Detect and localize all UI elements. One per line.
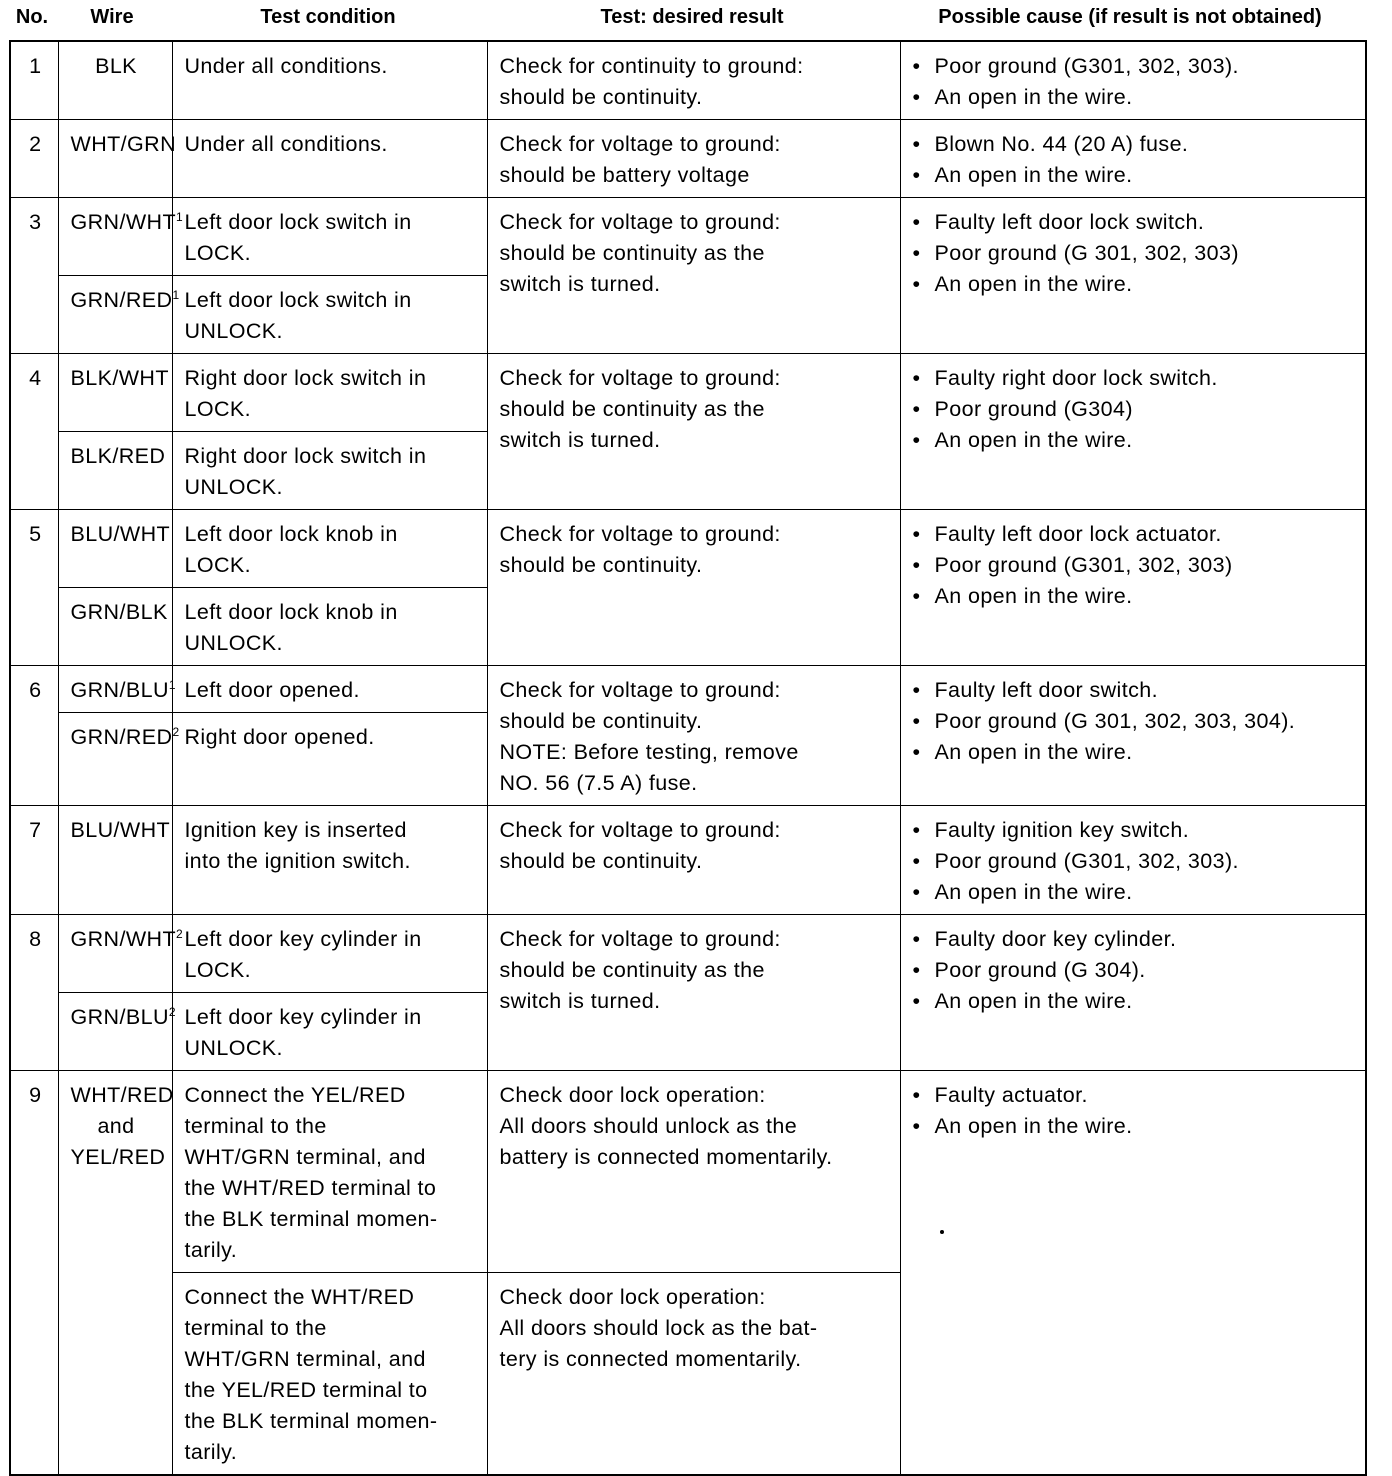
text-line: the YEL/RED terminal to — [184, 1378, 428, 1402]
text-line: Check for voltage to ground: — [499, 678, 781, 702]
cause-item — [913, 1080, 1356, 1111]
text-line: All doors should unlock as the — [499, 1114, 798, 1138]
cause-item — [913, 815, 1356, 846]
text-line: Check for voltage to ground: — [499, 818, 781, 842]
wire-label: BLK/WHT — [70, 366, 169, 390]
bullet-icon: • — [912, 428, 921, 452]
wire-footnote: 1 — [168, 678, 176, 692]
text-line: Check door lock operation: — [499, 1285, 766, 1309]
text-line: Check for voltage to ground: — [499, 522, 781, 546]
test-condition — [172, 1071, 487, 1273]
text-line: WHT/GRN terminal, and — [184, 1145, 426, 1169]
text-line: the WHT/RED terminal to — [184, 1176, 437, 1200]
cause-text: Faulty left door lock actuator. — [934, 522, 1222, 546]
header-possible-cause: Possible cause (if result is not obtained) — [938, 6, 1322, 28]
bullet-icon: • — [912, 85, 921, 109]
text-line: Ignition key is inserted — [184, 818, 407, 842]
cause-text: Faulty actuator. — [934, 1083, 1088, 1107]
wire-label: BLU/WHT — [70, 818, 171, 842]
cause-text: Poor ground (G 304). — [934, 958, 1146, 982]
desired-result — [487, 915, 900, 1071]
text-line: UNLOCK. — [184, 319, 283, 343]
bullet-icon: • — [912, 1114, 921, 1138]
text-line: the BLK terminal momen- — [184, 1207, 438, 1231]
test-condition — [172, 713, 487, 806]
text-line: Check for voltage to ground: — [499, 366, 781, 390]
text-line: UNLOCK. — [184, 1036, 283, 1060]
bullet-icon: • — [912, 1083, 921, 1107]
test-condition — [172, 915, 487, 993]
row-number: 9 — [10, 1071, 58, 1476]
wire-footnote: 1 — [176, 210, 184, 224]
text-line: battery is connected momentarily. — [499, 1145, 833, 1169]
text-line: tarily. — [184, 1238, 238, 1262]
bullet-icon: • — [912, 709, 921, 733]
text-line: Left door opened. — [184, 678, 360, 702]
cause-item — [913, 394, 1356, 425]
bullet-icon: • — [912, 849, 921, 873]
cause-text: Faulty right door lock switch. — [934, 366, 1218, 390]
cause-text: Blown No. 44 (20 A) fuse. — [934, 132, 1189, 156]
cause-item — [913, 238, 1356, 269]
row-number: 4 — [10, 354, 58, 510]
text-line: the BLK terminal momen- — [184, 1409, 438, 1433]
text-line: should be continuity. — [499, 85, 703, 109]
cause-text: An open in the wire. — [934, 428, 1133, 452]
cause-item — [913, 51, 1356, 82]
cause-item — [913, 519, 1356, 550]
desired-result — [487, 41, 900, 120]
cause-item — [913, 207, 1356, 238]
text-line: switch is turned. — [499, 989, 661, 1013]
desired-result — [487, 1273, 900, 1476]
wire-color — [58, 41, 172, 120]
wire-label: BLU/WHT — [70, 522, 171, 546]
bullet-icon: • — [912, 54, 921, 78]
text-line: Check door lock operation: — [499, 1083, 766, 1107]
test-condition — [172, 1273, 487, 1476]
wire-footnote: 2 — [172, 725, 180, 740]
wire-color — [58, 666, 176, 713]
cause-item — [913, 581, 1356, 612]
text-line: tery is connected momentarily. — [499, 1347, 802, 1371]
text-line: WHT/GRN terminal, and — [184, 1347, 426, 1371]
text-line: Right door lock switch in — [184, 366, 427, 390]
text-line: UNLOCK. — [184, 475, 283, 499]
cause-text: An open in the wire. — [934, 989, 1133, 1013]
bullet-icon: • — [912, 740, 921, 764]
wire-color — [58, 1071, 172, 1476]
wire-color — [58, 198, 184, 276]
cause-text: An open in the wire. — [934, 584, 1133, 608]
table-row — [10, 198, 1366, 276]
text-line: and — [97, 1114, 135, 1138]
row-number: 5 — [10, 510, 58, 666]
wire-color — [58, 588, 172, 666]
table-row — [10, 354, 1366, 432]
text-line: Check for voltage to ground: — [499, 927, 781, 951]
text-line: tarily. — [184, 1440, 238, 1464]
table-row — [10, 41, 1366, 120]
table-row — [10, 1071, 1366, 1273]
cause-item — [913, 550, 1356, 581]
wire-color — [58, 915, 184, 993]
text-line: Left door lock knob in — [184, 600, 398, 624]
table-row — [10, 915, 1366, 993]
bullet-icon: • — [912, 366, 921, 390]
desired-result — [487, 198, 900, 354]
row-number: 6 — [10, 666, 58, 806]
desired-result — [487, 1071, 900, 1273]
wire-footnote: 1 — [172, 288, 180, 302]
test-condition — [172, 588, 487, 666]
bullet-icon: • — [912, 241, 921, 265]
bullet-icon: • — [912, 584, 921, 608]
header-wire: Wire — [90, 6, 134, 28]
bullet-icon: • — [912, 958, 921, 982]
wire-color — [58, 432, 172, 510]
cause-item — [913, 877, 1356, 908]
text-line: Left door key cylinder in — [184, 1005, 422, 1029]
wire-label: BLK/RED — [70, 444, 166, 468]
wire-footnote: 2 — [176, 927, 184, 941]
possible-cause — [900, 198, 1366, 354]
test-condition — [172, 806, 487, 915]
table-row — [10, 806, 1366, 915]
wire-label: GRN/RED — [70, 288, 173, 312]
wire-color — [58, 276, 180, 354]
cause-text: Poor ground (G301, 302, 303). — [934, 849, 1239, 873]
desired-result — [487, 666, 900, 806]
cause-text: Faulty door key cylinder. — [934, 927, 1177, 951]
test-condition — [172, 510, 487, 588]
cause-item — [913, 269, 1356, 300]
table-row — [10, 666, 1366, 713]
bullet-icon: • — [912, 818, 921, 842]
cause-text: An open in the wire. — [934, 1114, 1133, 1138]
wire-color — [58, 993, 176, 1071]
wire-color — [58, 806, 172, 915]
text-line: Left door lock knob in — [184, 522, 398, 546]
text-line: Connect the YEL/RED — [184, 1083, 406, 1107]
row-number: 1 — [10, 41, 58, 120]
wire-color — [58, 713, 180, 806]
text-line: Under all conditions. — [184, 132, 388, 156]
cause-text: Poor ground (G 301, 302, 303) — [934, 241, 1239, 265]
wire-color — [58, 120, 177, 198]
test-condition — [172, 198, 487, 276]
text-line: should be continuity. — [499, 849, 703, 873]
test-condition — [172, 41, 487, 120]
bullet-icon: • — [912, 880, 921, 904]
header-desired-result: Test: desired result — [600, 6, 784, 28]
possible-cause — [900, 510, 1366, 666]
wire-label: GRN/BLK — [70, 600, 168, 624]
text-line: Under all conditions. — [184, 54, 388, 78]
cause-text: Poor ground (G301, 302, 303) — [934, 553, 1233, 577]
text-line: Left door lock switch in — [184, 288, 412, 312]
row-number: 3 — [10, 198, 58, 354]
cause-text: An open in the wire. — [934, 163, 1133, 187]
text-line: Connect the WHT/RED — [184, 1285, 415, 1309]
wire-label: GRN/BLU — [70, 678, 169, 702]
cause-text: An open in the wire. — [934, 85, 1133, 109]
desired-result — [487, 120, 900, 198]
test-condition — [172, 993, 487, 1071]
cause-text: Faulty left door switch. — [934, 678, 1158, 702]
text-line: UNLOCK. — [184, 631, 283, 655]
cause-text: An open in the wire. — [934, 272, 1133, 296]
cause-item — [913, 706, 1356, 737]
text-line: LOCK. — [184, 958, 252, 982]
header-no: No. — [15, 6, 49, 28]
cause-item — [913, 425, 1356, 456]
test-condition — [172, 432, 487, 510]
text-line: NO. 56 (7.5 A) fuse. — [499, 771, 698, 795]
test-condition — [172, 120, 487, 198]
cause-item — [913, 955, 1356, 986]
text-line: Check for continuity to ground: — [499, 54, 804, 78]
wire-label: GRN/BLU — [70, 1005, 169, 1029]
text-line: should be continuity. — [499, 709, 703, 733]
possible-cause — [900, 806, 1366, 915]
wire-label: BLK — [95, 54, 137, 78]
text-line: WHT/RED — [70, 1083, 174, 1107]
possible-cause — [900, 915, 1366, 1071]
text-line: LOCK. — [184, 241, 252, 265]
wire-color — [58, 510, 172, 588]
desired-result — [487, 354, 900, 510]
wire-label: GRN/WHT — [70, 210, 177, 234]
cause-text: An open in the wire. — [934, 880, 1133, 904]
text-line: YEL/RED — [70, 1145, 166, 1169]
cause-item — [913, 1111, 1356, 1142]
cause-text: Faulty left door lock switch. — [934, 210, 1205, 234]
wire-color — [58, 354, 172, 432]
possible-cause — [900, 1071, 1366, 1476]
text-line: terminal to the — [184, 1316, 327, 1340]
text-line: All doors should lock as the bat- — [499, 1316, 818, 1340]
possible-cause — [900, 41, 1366, 120]
cause-text: Poor ground (G 301, 302, 303, 304). — [934, 709, 1296, 733]
text-line: terminal to the — [184, 1114, 327, 1138]
bullet-icon: • — [912, 522, 921, 546]
table-row — [10, 510, 1366, 588]
text-line: switch is turned. — [499, 272, 661, 296]
wire-label: GRN/WHT — [70, 927, 177, 951]
row-number: 7 — [10, 806, 58, 915]
text-line: LOCK. — [184, 397, 252, 421]
cause-text: An open in the wire. — [934, 740, 1133, 764]
desired-result — [487, 806, 900, 915]
wire-label: GRN/RED — [70, 725, 173, 750]
text-line: Check for voltage to ground: — [499, 210, 781, 234]
bullet-icon: • — [912, 553, 921, 577]
wire-label: WHT/GRN — [70, 132, 177, 156]
header-test-condition: Test condition — [260, 6, 396, 28]
bullet-icon: • — [912, 989, 921, 1013]
text-line: Left door key cylinder in — [184, 927, 422, 951]
text-line: should be continuity as the — [499, 958, 765, 982]
wire-test-table — [9, 40, 1367, 1476]
bullet-icon: • — [912, 210, 921, 234]
stray-mark — [940, 1230, 944, 1234]
desired-result — [487, 510, 900, 666]
test-condition — [172, 354, 487, 432]
bullet-icon: • — [912, 132, 921, 156]
bullet-icon: • — [912, 163, 921, 187]
bullet-icon: • — [912, 397, 921, 421]
cause-item — [913, 924, 1356, 955]
text-line: should be continuity as the — [499, 397, 765, 421]
cause-item — [913, 846, 1356, 877]
possible-cause — [900, 666, 1366, 806]
cause-item — [913, 986, 1356, 1017]
text-line: should be battery voltage — [499, 163, 750, 187]
cause-item — [913, 737, 1356, 768]
text-line: LOCK. — [184, 553, 252, 577]
bullet-icon: • — [912, 678, 921, 702]
wire-footnote: 2 — [168, 1005, 176, 1019]
text-line: should be continuity as the — [499, 241, 765, 265]
cause-text: Poor ground (G304) — [934, 397, 1133, 421]
cause-text: Poor ground (G301, 302, 303). — [934, 54, 1239, 78]
cause-item — [913, 363, 1356, 394]
text-line: into the ignition switch. — [184, 849, 411, 873]
text-line: NOTE: Before testing, remove — [499, 740, 799, 764]
text-line: Right door opened. — [184, 725, 375, 750]
row-number: 2 — [10, 120, 58, 198]
possible-cause — [900, 354, 1366, 510]
cause-item — [913, 160, 1356, 191]
possible-cause — [900, 120, 1366, 198]
text-line: Right door lock switch in — [184, 444, 427, 468]
test-condition — [172, 666, 487, 713]
cause-item — [913, 82, 1356, 113]
cause-item — [913, 675, 1356, 706]
row-number: 8 — [10, 915, 58, 1071]
text-line: should be continuity. — [499, 553, 703, 577]
cause-text: Faulty ignition key switch. — [934, 818, 1190, 842]
bullet-icon: • — [912, 927, 921, 951]
cause-item — [913, 129, 1356, 160]
text-line: Left door lock switch in — [184, 210, 412, 234]
test-condition — [172, 276, 487, 354]
text-line: Check for voltage to ground: — [499, 132, 781, 156]
text-line: switch is turned. — [499, 428, 661, 452]
table-row — [10, 120, 1366, 198]
bullet-icon: • — [912, 272, 921, 296]
